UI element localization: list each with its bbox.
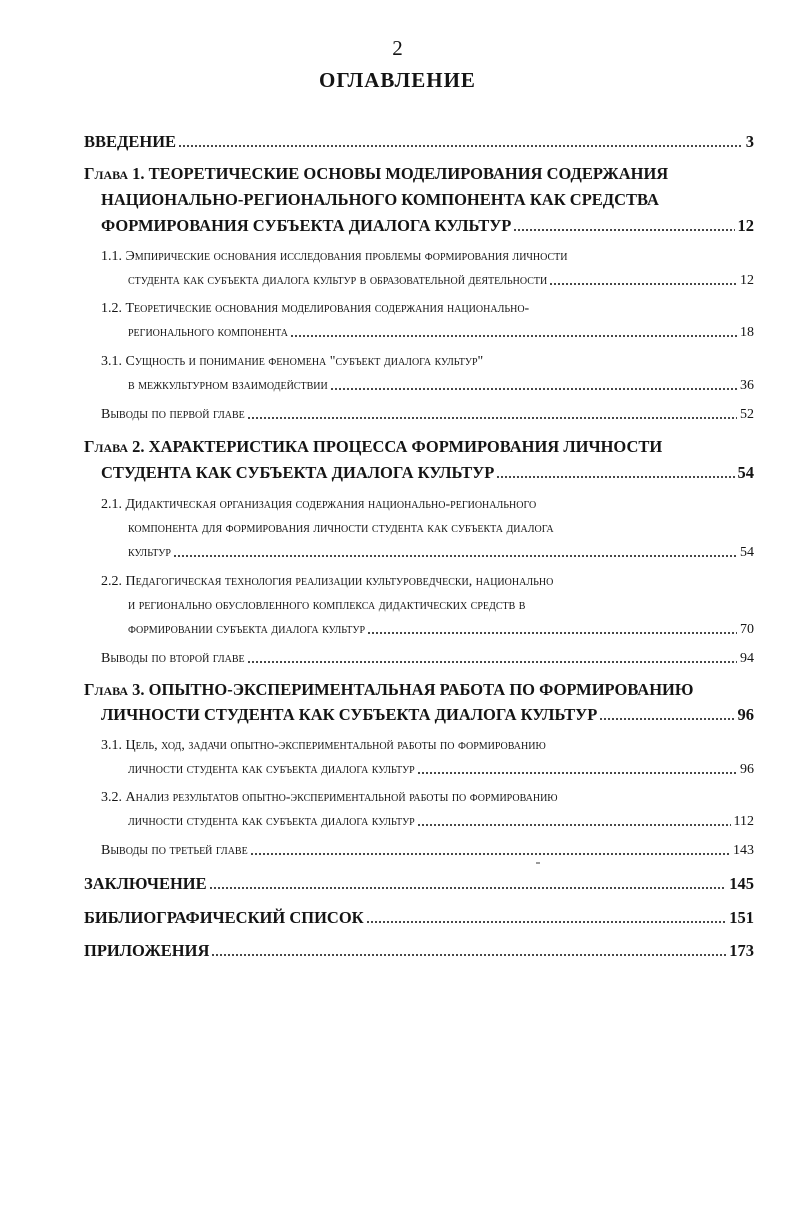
section-title-text: 1.2. Теоретические основания моделирования содержания национально- <box>101 301 530 316</box>
toc-section-2-2-line-2[interactable] <box>128 587 754 613</box>
toc-chapter-1-conclusions[interactable] <box>101 396 754 422</box>
toc-section-3-1-line-1[interactable] <box>101 343 754 369</box>
toc-chapter-3-title-line-2[interactable] <box>101 697 754 723</box>
dot-leader <box>330 388 737 390</box>
chapter-title-text: ФОРМИРОВАНИЯ СУБЪЕКТА ДИАЛОГА КУЛЬТУР <box>101 215 512 235</box>
toc-entry-bibliography[interactable] <box>84 900 754 926</box>
section-title-text: и регионально обусловленного комплекса дидактических средств в <box>128 598 526 613</box>
toc-chapter-3-title-line-1[interactable] <box>84 672 754 698</box>
section-title-text: студента как субъекта диалога культур в образовательной деятельности <box>128 273 548 288</box>
section-title-text: формировании субъекта диалога культур <box>128 622 366 637</box>
section-title-text: 3.1. Цель, ход, задачи опытно-экспериментальной работы по формированию <box>101 738 546 753</box>
toc-page-number: 145 <box>729 873 754 893</box>
section-title-text: личности студента как субъекта диалога культур <box>128 814 415 829</box>
toc-section-1-2-line-2[interactable] <box>128 314 754 340</box>
toc-chapter-2-title-line-1[interactable] <box>84 429 754 455</box>
toc-section-2-1-line-2[interactable] <box>128 510 754 536</box>
section-title-text: Выводы по первой главе <box>101 407 245 422</box>
dot-leader <box>211 954 726 956</box>
section-title-text: Выводы по третьей главе <box>101 843 248 858</box>
toc-chapter-2-title-line-2[interactable] <box>101 455 754 481</box>
toc-page-number: 96 <box>737 704 754 724</box>
dot-leader <box>513 229 734 231</box>
dot-leader <box>496 476 734 478</box>
chapter-title-text: ХАРАКТЕРИСТИКА ПРОЦЕССА ФОРМИРОВАНИЯ ЛИЧНОСТИ <box>148 436 663 456</box>
toc-section-1-1-line-1[interactable] <box>101 238 754 264</box>
document-title: ОГЛАВЛЕНИЕ <box>319 68 476 92</box>
scan-artifact-mark <box>536 862 540 864</box>
toc-page-number: 151 <box>729 907 754 927</box>
section-title-text: личности студента как субъекта диалога культур <box>128 762 415 777</box>
toc-section-1-2-line-1[interactable] <box>101 290 754 316</box>
chapter-title-text: СТУДЕНТА КАК СУБЪЕКТА ДИАЛОГА КУЛЬТУР <box>101 462 495 482</box>
toc-section-3-1b-line-1[interactable] <box>101 727 754 753</box>
toc-section-2-2-line-3[interactable] <box>128 611 754 637</box>
section-title-text: в межкультурном взаимодействии <box>128 378 328 393</box>
toc-section-3-2-line-2[interactable] <box>128 803 754 829</box>
section-title-text: 2.1. Дидактическая организация содержания национально-регионального <box>101 497 537 512</box>
dot-leader <box>417 824 731 826</box>
toc-section-3-1b-line-2[interactable] <box>128 751 754 777</box>
toc-page-number: 173 <box>729 940 754 960</box>
toc-section-2-1-line-3[interactable] <box>128 534 754 560</box>
toc-section-3-1-line-2[interactable] <box>128 367 754 393</box>
section-title-text: 3.2. Анализ результатов опытно-экспериментальной работы по формированию <box>101 790 558 805</box>
toc-entry-label: ЗАКЛЮЧЕНИЕ <box>84 873 207 893</box>
dot-leader <box>290 335 737 337</box>
toc-page-number: 52 <box>740 407 754 422</box>
toc-page-number: 143 <box>733 843 754 858</box>
chapter-prefix: Глава 1. <box>84 163 145 183</box>
toc-page-number: 96 <box>740 762 754 777</box>
toc-section-2-2-line-1[interactable] <box>101 563 754 589</box>
toc-chapter-3-conclusions[interactable] <box>101 832 754 858</box>
toc-chapter-1-title-line-1[interactable] <box>84 156 754 182</box>
dot-leader <box>178 145 743 147</box>
chapter-title-text: ТЕОРЕТИЧЕСКИЕ ОСНОВЫ МОДЕЛИРОВАНИЯ СОДЕРЖАНИЯ <box>148 163 669 183</box>
section-title-text: 3.1. Сущность и понимание феномена "субъект диалога культур" <box>101 354 484 369</box>
toc-page-number: 54 <box>740 545 754 560</box>
section-title-text: Выводы по второй главе <box>101 651 245 666</box>
toc-section-2-1-line-1[interactable] <box>101 486 754 512</box>
dot-leader <box>173 555 737 557</box>
chapter-title-text: ЛИЧНОСТИ СТУДЕНТА КАК СУБЪЕКТА ДИАЛОГА КУЛЬТУР <box>101 704 598 724</box>
toc-page-number: 112 <box>733 814 754 829</box>
section-title-text: 2.2. Педагогическая технология реализации культуроведчески, национально <box>101 574 554 589</box>
chapter-title-text: НАЦИОНАЛЬНО-РЕГИОНАЛЬНОГО КОМПОНЕНТА КАК СРЕДСТВА <box>101 189 659 209</box>
dot-leader <box>549 283 737 285</box>
toc-entry-introduction[interactable] <box>84 124 754 150</box>
section-title-text: культур <box>128 545 171 560</box>
toc-page-number: 54 <box>737 462 754 482</box>
toc-section-1-1-line-2[interactable] <box>128 262 754 288</box>
toc-entry-label: ПРИЛОЖЕНИЯ <box>84 940 210 960</box>
toc-chapter-2-conclusions[interactable] <box>101 640 754 666</box>
toc-section-3-2-line-1[interactable] <box>101 779 754 805</box>
dot-leader <box>417 772 737 774</box>
toc-entry-label: БИБЛИОГРАФИЧЕСКИЙ СПИСОК <box>84 907 364 927</box>
dot-leader <box>247 417 737 419</box>
chapter-title-text: ОПЫТНО-ЭКСПЕРИМЕНТАЛЬНАЯ РАБОТА ПО ФОРМИРОВАНИЮ <box>148 679 694 699</box>
section-title-text: регионального компонента <box>128 325 288 340</box>
dot-leader <box>247 661 737 663</box>
toc-page-number: 94 <box>740 651 754 666</box>
toc-entry-conclusion[interactable] <box>84 866 754 892</box>
toc-page-number: 70 <box>740 622 754 637</box>
toc-page-number: 3 <box>745 131 754 151</box>
chapter-prefix: Глава 3. <box>84 679 145 699</box>
section-title-text: компонента для формирования личности студента как субъекта диалога <box>128 521 554 536</box>
toc-page-number: 12 <box>737 215 754 235</box>
toc-page-number: 12 <box>740 273 754 288</box>
dot-leader <box>209 887 727 889</box>
toc-page-number: 18 <box>740 325 754 340</box>
dot-leader <box>250 853 730 855</box>
toc-chapter-1-title-line-3[interactable] <box>101 208 754 234</box>
chapter-prefix: Глава 2. <box>84 436 145 456</box>
dot-leader <box>599 718 734 720</box>
toc-page-number: 36 <box>740 378 754 393</box>
dot-leader <box>367 632 737 634</box>
page-number: 2 <box>392 36 403 60</box>
toc-entry-label: ВВЕДЕНИЕ <box>84 131 177 151</box>
toc-chapter-1-title-line-2[interactable] <box>101 182 754 208</box>
toc-entry-appendices[interactable] <box>84 933 754 959</box>
section-title-text: 1.1. Эмпирические основания исследования проблемы формирования личности <box>101 249 568 264</box>
dot-leader <box>366 921 727 923</box>
